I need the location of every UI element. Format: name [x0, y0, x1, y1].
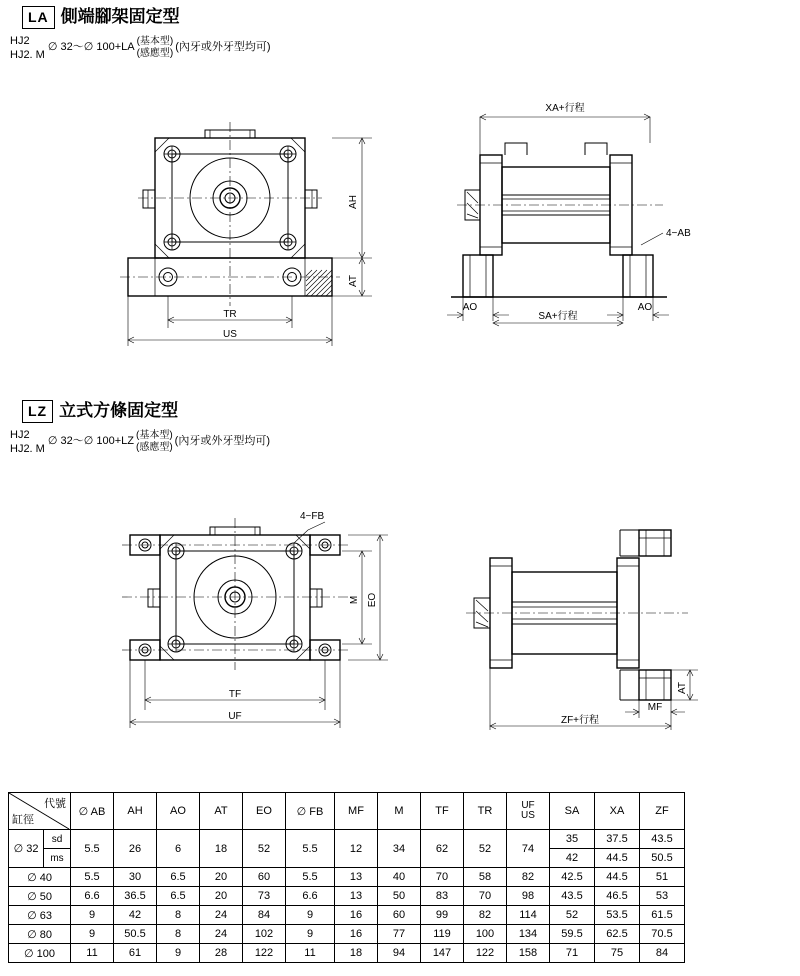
- cell-eo-40: 60: [243, 868, 286, 887]
- cell-tf-32: 62: [421, 830, 464, 868]
- cell-ab-63: 9: [71, 906, 114, 925]
- cell-zf-32-sd: 43.5: [640, 830, 685, 849]
- cell-zf-100: 84: [640, 944, 685, 963]
- cell-ufus-63: 114: [507, 906, 550, 925]
- row-bore-100: ∅ 100: [9, 944, 71, 963]
- callout-4fb: 4−FB: [300, 511, 325, 522]
- dim-label-tf: TF: [228, 689, 242, 700]
- cell-eo-32: 52: [243, 830, 286, 868]
- cell-zf-32-ms: 50.5: [640, 849, 685, 868]
- drawing-la-front: [110, 120, 400, 340]
- cell-ah-80: 50.5: [114, 925, 157, 944]
- row-bore-40: ∅ 40: [9, 868, 71, 887]
- cell-xa-63: 53.5: [595, 906, 640, 925]
- cell-ao-63: 8: [157, 906, 200, 925]
- cell-ufus-40: 82: [507, 868, 550, 887]
- model-note-lz: (內牙或外牙型均可): [174, 435, 270, 448]
- cell-tr-80: 100: [464, 925, 507, 944]
- cell-tr-100: 122: [464, 944, 507, 963]
- dim-label-ao-right: AO: [637, 302, 653, 313]
- cell-eo-80: 102: [243, 925, 286, 944]
- cell-tr-32: 52: [464, 830, 507, 868]
- section-title-lz: 立式方條固定型: [59, 401, 179, 420]
- cell-sa-80: 59.5: [550, 925, 595, 944]
- drawing-lz-side: [460, 510, 710, 735]
- dim-label-m: M: [349, 595, 360, 605]
- model-type-sensor-la: (感應型): [136, 48, 174, 60]
- cell-m-100: 94: [378, 944, 421, 963]
- cell-m-80: 77: [378, 925, 421, 944]
- col-header-ab: ∅ AB: [71, 793, 114, 830]
- cell-eo-100: 122: [243, 944, 286, 963]
- col-header-xa: XA: [595, 793, 640, 830]
- section-title-la: 側端腳架固定型: [60, 7, 180, 26]
- cell-eo-63: 84: [243, 906, 286, 925]
- cell-ufus-100: 158: [507, 944, 550, 963]
- cell-sa-100: 71: [550, 944, 595, 963]
- row-bore-50: ∅ 50: [9, 887, 71, 906]
- table-header-row: [9, 793, 685, 830]
- dim-label-us: US: [223, 329, 237, 340]
- cell-xa-40: 44.5: [595, 868, 640, 887]
- col-header-mf: MF: [335, 793, 378, 830]
- col-header-eo: EO: [243, 793, 286, 830]
- dim-label-mf: MF: [647, 702, 663, 713]
- cell-xa-50: 46.5: [595, 887, 640, 906]
- col-header-at: AT: [200, 793, 243, 830]
- cell-xa-32-sd: 37.5: [595, 830, 640, 849]
- cell-ab-80: 9: [71, 925, 114, 944]
- cell-ufus-80: 134: [507, 925, 550, 944]
- cell-fb-100: 11: [286, 944, 335, 963]
- cell-at-80: 24: [200, 925, 243, 944]
- row-bore-32: ∅ 32: [9, 830, 44, 868]
- dim-label-eo: EO: [367, 592, 378, 608]
- dimension-table: [8, 792, 685, 963]
- model-name-2-la: HJ2. M: [10, 49, 45, 62]
- cell-ah-32: 26: [114, 830, 157, 868]
- cell-tf-100: 147: [421, 944, 464, 963]
- cell-ab-100: 11: [71, 944, 114, 963]
- row-sub-ms: ms: [44, 849, 71, 868]
- cell-m-63: 60: [378, 906, 421, 925]
- cell-fb-32: 5.5: [286, 830, 335, 868]
- cell-m-32: 34: [378, 830, 421, 868]
- cell-mf-32: 12: [335, 830, 378, 868]
- dim-label-at: AT: [348, 274, 359, 288]
- col-header-us: US: [521, 810, 535, 821]
- model-range-lz: ∅ 32～∅ 100+LZ: [47, 435, 134, 448]
- dim-label-sa: SA+行程: [538, 311, 578, 322]
- cell-ab-40: 5.5: [71, 868, 114, 887]
- cell-tf-50: 83: [421, 887, 464, 906]
- cell-zf-63: 61.5: [640, 906, 685, 925]
- cell-ufus-50: 98: [507, 887, 550, 906]
- row-bore-63: ∅ 63: [9, 906, 71, 925]
- cell-at-40: 20: [200, 868, 243, 887]
- cell-zf-80: 70.5: [640, 925, 685, 944]
- model-type-basic-la: (基本型): [136, 35, 174, 47]
- model-note-la: (內牙或外牙型均可): [175, 41, 271, 54]
- model-type-basic-lz: (基本型): [135, 429, 173, 441]
- cell-xa-100: 75: [595, 944, 640, 963]
- cell-m-50: 50: [378, 887, 421, 906]
- cell-sa-63: 52: [550, 906, 595, 925]
- cell-mf-80: 16: [335, 925, 378, 944]
- cell-xa-32-ms: 44.5: [595, 849, 640, 868]
- cell-tr-40: 58: [464, 868, 507, 887]
- table-row: [9, 868, 685, 887]
- cell-m-40: 40: [378, 868, 421, 887]
- cell-mf-50: 13: [335, 887, 378, 906]
- callout-4ab: 4−AB: [666, 228, 691, 239]
- cell-ah-40: 30: [114, 868, 157, 887]
- section-code-lz: LZ: [22, 400, 53, 423]
- col-header-fb: ∅ FB: [286, 793, 335, 830]
- cell-ao-32: 6: [157, 830, 200, 868]
- cell-zf-50: 53: [640, 887, 685, 906]
- cell-sa-40: 42.5: [550, 868, 595, 887]
- section-code-la: LA: [22, 6, 55, 29]
- cell-ah-100: 61: [114, 944, 157, 963]
- col-header-ah: AH: [114, 793, 157, 830]
- col-header-tf: TF: [421, 793, 464, 830]
- cell-tf-80: 119: [421, 925, 464, 944]
- cell-at-32: 18: [200, 830, 243, 868]
- cell-tr-63: 82: [464, 906, 507, 925]
- model-name-1-la: HJ2: [10, 35, 30, 47]
- table-corner-cell: [9, 793, 71, 830]
- cell-fb-80: 9: [286, 925, 335, 944]
- table-row: [9, 887, 685, 906]
- dim-label-ah: AH: [348, 195, 359, 209]
- cell-fb-63: 9: [286, 906, 335, 925]
- col-header-zf: ZF: [640, 793, 685, 830]
- table-row: [9, 906, 685, 925]
- cell-eo-50: 73: [243, 887, 286, 906]
- dim-label-ao-left: AO: [462, 302, 478, 313]
- row-sub-sd: sd: [44, 830, 71, 849]
- table-row: [9, 925, 685, 944]
- corner-label-bore: 缸徑: [12, 814, 34, 826]
- cell-sa-32-ms: 42: [550, 849, 595, 868]
- cell-ao-40: 6.5: [157, 868, 200, 887]
- col-header-sa: SA: [550, 793, 595, 830]
- cell-mf-63: 16: [335, 906, 378, 925]
- cell-xa-80: 62.5: [595, 925, 640, 944]
- col-header-tr: TR: [464, 793, 507, 830]
- cell-ah-50: 36.5: [114, 887, 157, 906]
- table-row: [9, 944, 685, 963]
- model-name-2-lz: HJ2. M: [10, 443, 45, 456]
- drawing-lz-front: [110, 510, 400, 735]
- dim-label-xa: XA+行程: [545, 103, 585, 114]
- cell-at-63: 24: [200, 906, 243, 925]
- cell-tf-63: 99: [421, 906, 464, 925]
- col-header-m: M: [378, 793, 421, 830]
- cell-ab-32: 5.5: [71, 830, 114, 868]
- cell-ao-80: 8: [157, 925, 200, 944]
- cell-at-50: 20: [200, 887, 243, 906]
- cell-mf-40: 13: [335, 868, 378, 887]
- cell-mf-100: 18: [335, 944, 378, 963]
- cell-sa-50: 43.5: [550, 887, 595, 906]
- cell-fb-50: 6.6: [286, 887, 335, 906]
- cell-ah-63: 42: [114, 906, 157, 925]
- dim-label-tr: TR: [223, 309, 237, 320]
- cell-fb-40: 5.5: [286, 868, 335, 887]
- dim-label-uf: UF: [228, 711, 242, 722]
- col-header-ufus: [507, 793, 550, 830]
- cell-tf-40: 70: [421, 868, 464, 887]
- cell-ao-50: 6.5: [157, 887, 200, 906]
- col-header-uf: UF: [521, 799, 535, 811]
- model-range-la: ∅ 32～∅ 100+LA: [47, 41, 135, 54]
- model-type-sensor-lz: (感應型): [135, 442, 173, 454]
- dim-label-at-lz: AT: [677, 681, 688, 695]
- cell-at-100: 28: [200, 944, 243, 963]
- cell-ufus-32: 74: [507, 830, 550, 868]
- model-name-1-lz: HJ2: [10, 429, 30, 441]
- cell-zf-40: 51: [640, 868, 685, 887]
- drawing-la-side: [445, 95, 705, 340]
- cell-ao-100: 9: [157, 944, 200, 963]
- col-header-ao: AO: [157, 793, 200, 830]
- dim-label-zf: ZF+行程: [560, 715, 600, 726]
- corner-label-code: 代號: [44, 798, 66, 810]
- cell-tr-50: 70: [464, 887, 507, 906]
- table-row: [9, 830, 685, 849]
- row-bore-80: ∅ 80: [9, 925, 71, 944]
- cell-ab-50: 6.6: [71, 887, 114, 906]
- cell-sa-32-sd: 35: [550, 830, 595, 849]
